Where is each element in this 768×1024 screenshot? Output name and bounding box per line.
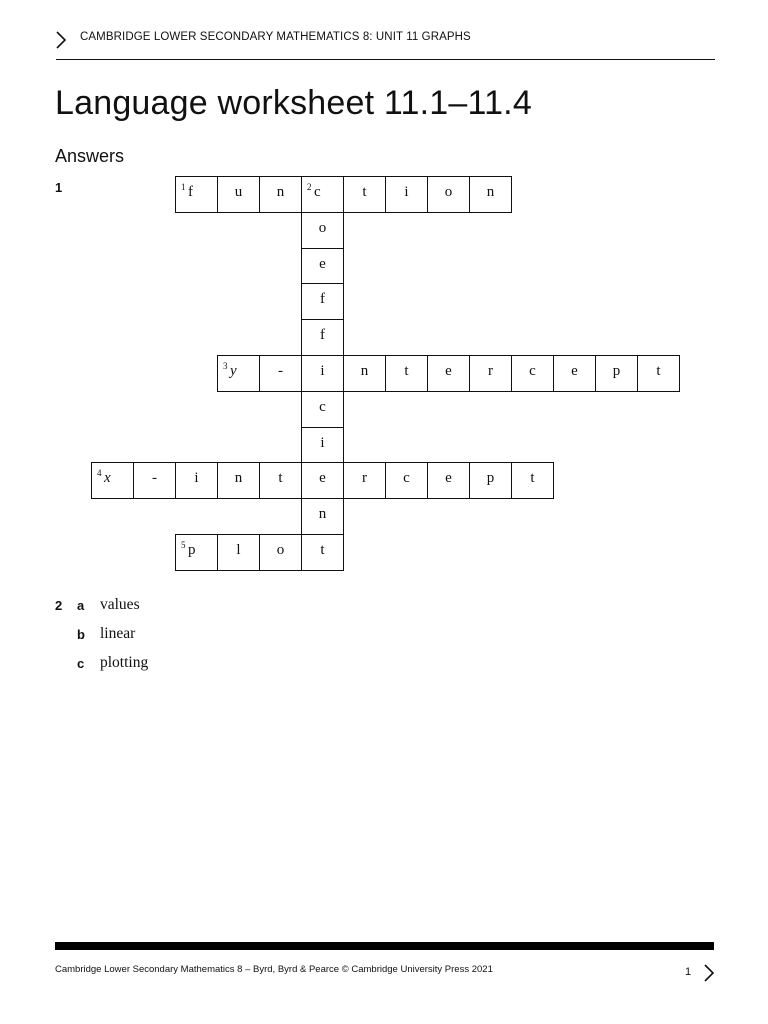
crossword-cell: [301, 319, 344, 356]
crossword-cell: [301, 355, 344, 392]
crossword-cell: [301, 391, 344, 428]
cell-letter: t: [656, 363, 661, 379]
crossword-cell: [637, 355, 680, 392]
cell-letter: -: [278, 363, 283, 379]
cell-letter: e: [571, 363, 578, 379]
crossword-cell: [133, 462, 176, 499]
crossword-cell: [469, 355, 512, 392]
clue-number: 2: [307, 182, 312, 192]
question-1-number: 1: [55, 180, 63, 195]
crossword-cell: [427, 462, 470, 499]
crossword-cell: [217, 534, 260, 571]
page-number: 1: [685, 966, 692, 978]
answer-a-text: values: [100, 596, 140, 613]
crossword-cell: [553, 355, 596, 392]
running-header: CAMBRIDGE LOWER SECONDARY MATHEMATICS 8: UNIT 11 GRAPHS: [80, 31, 471, 43]
cell-letter: c: [314, 184, 321, 200]
clue-number: 3: [223, 361, 228, 371]
cell-letter: y: [230, 363, 237, 379]
cell-letter: i: [320, 434, 325, 451]
cell-letter: n: [276, 184, 285, 200]
cell-letter: n: [318, 506, 327, 523]
cell-letter: f: [188, 184, 193, 200]
crossword-cell: [301, 462, 344, 499]
cell-letter: i: [194, 470, 199, 487]
crossword-cell: [301, 176, 344, 213]
cell-letter: c: [529, 363, 536, 379]
cell-letter: p: [612, 363, 621, 379]
crossword-cell: [301, 534, 344, 571]
cell-letter: r: [488, 363, 493, 379]
crossword-cell: [427, 355, 470, 392]
crossword-cell: [301, 498, 344, 535]
cell-letter: f: [320, 327, 325, 344]
cell-letter: t: [278, 470, 283, 487]
crossword-cell: [217, 355, 260, 392]
answer-b-letter: b: [77, 627, 85, 642]
crossword-cell: [301, 212, 344, 249]
crossword-cell: [385, 355, 428, 392]
cell-letter: t: [530, 470, 535, 487]
footer-bar: [55, 942, 714, 950]
crossword-cell: [469, 462, 512, 499]
cell-letter: c: [403, 470, 410, 487]
crossword-cell: [511, 462, 554, 499]
crossword-cell: [259, 462, 302, 499]
cell-letter: t: [362, 184, 367, 200]
crossword-cell: [175, 534, 218, 571]
crossword-cell: [469, 176, 512, 213]
cell-letter: i: [320, 363, 325, 379]
crossword-cell: [385, 462, 428, 499]
header-rule: [56, 59, 715, 60]
cell-letter: e: [319, 470, 326, 487]
crossword-cell: [427, 176, 470, 213]
clue-number: 4: [97, 468, 102, 479]
clue-number: 1: [181, 182, 186, 192]
page-title: Language worksheet 11.1–11.4: [55, 84, 532, 122]
cell-letter: e: [445, 470, 452, 487]
cell-letter: r: [362, 470, 367, 487]
answer-c-letter: c: [77, 656, 85, 671]
crossword-cell: [385, 176, 428, 213]
answer-c-text: plotting: [100, 654, 149, 671]
cell-letter: n: [486, 184, 495, 200]
crossword-cell: [259, 176, 302, 213]
crossword-cell: [301, 248, 344, 285]
chevron-right-icon[interactable]: [702, 963, 716, 983]
cell-letter: n: [234, 470, 243, 487]
cell-letter: e: [319, 255, 326, 272]
section-subtitle: Answers: [55, 146, 125, 166]
cell-letter: p: [188, 542, 196, 558]
cell-letter: t: [320, 542, 325, 558]
cell-letter: -: [152, 470, 157, 487]
crossword-cell: [343, 355, 386, 392]
cell-letter: p: [486, 470, 495, 487]
cell-letter: c: [319, 398, 326, 415]
answer-a-letter: a: [77, 598, 85, 613]
crossword-cell: [511, 355, 554, 392]
cell-letter: f: [320, 291, 325, 308]
crossword-cell: [217, 462, 260, 499]
cell-letter: t: [404, 363, 409, 379]
crossword-cell: [175, 176, 218, 213]
cell-letter: o: [318, 219, 327, 236]
crossword-cell: [301, 427, 344, 464]
cell-letter: l: [236, 542, 241, 558]
cell-letter: e: [445, 363, 452, 379]
cell-letter: o: [276, 542, 285, 558]
chevron-right-icon: [54, 30, 68, 50]
answer-b-text: linear: [100, 625, 136, 642]
crossword-cell: [91, 462, 134, 499]
crossword-cell: [595, 355, 638, 392]
crossword-cell: [301, 283, 344, 320]
cell-letter: o: [444, 184, 453, 200]
crossword-cell: [343, 176, 386, 213]
cell-letter: i: [404, 184, 409, 200]
cell-letter: n: [360, 363, 369, 379]
crossword-cell: [259, 534, 302, 571]
crossword-cell: [259, 355, 302, 392]
crossword-cell: [175, 462, 218, 499]
footer-citation: Cambridge Lower Secondary Mathematics 8 – Byrd, Byrd & Pearce © Cambridge University Press 2021: [55, 964, 493, 975]
cell-letter: u: [234, 184, 243, 200]
crossword-cell: [217, 176, 260, 213]
clue-number: 5: [181, 540, 186, 550]
cell-letter: x: [104, 470, 111, 487]
question-2-number: 2: [55, 598, 63, 613]
crossword-cell: [343, 462, 386, 499]
